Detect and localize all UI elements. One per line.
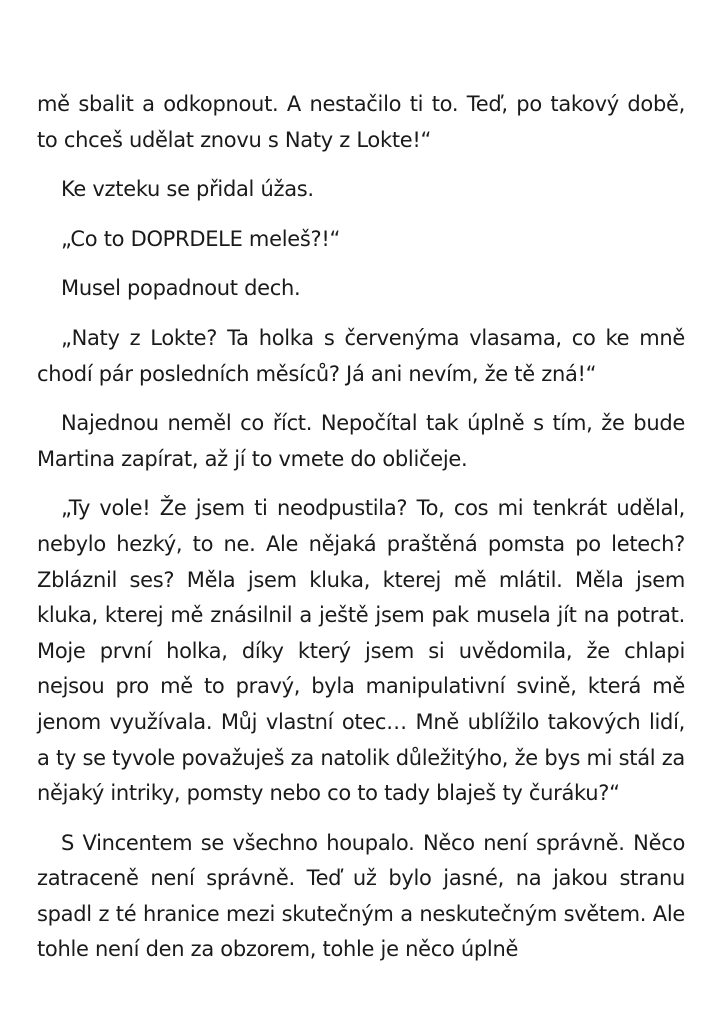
paragraph: Musel popadnout dech. xyxy=(61,276,301,301)
paragraph: S Vincentem se všechno houpalo. Něco není správně. Něco zatraceně není správně. Teď už bylo jasné, na jakou stranu spadl z té hranice mezi skutečným a neskutečným světem. Ale tohle není den za obzorem, tohle je něco úplně xyxy=(37,830,685,962)
paragraph: Ke vzteku se přidal úžas. xyxy=(61,177,314,202)
paragraph-continuation: mě sbalit a odkopnout. A nestačilo ti to. Teď, po takový době, to chceš udělat znovu s Naty z Lokte!“ xyxy=(37,92,685,152)
paragraph: „Naty z Lokte? Ta holka s červenýma vlasama, co ke mně chodí pár posledních měsíců? Já ani nevím, že tě zná!“ xyxy=(37,325,685,386)
book-page-text xyxy=(37,87,685,968)
paragraph: Najednou neměl co říct. Nepočítal tak úplně s tím, že bude Martina zapírat, až jí to vmete do obličeje. xyxy=(37,411,685,471)
paragraph: „Co to DOPRDELE meleš?!“ xyxy=(61,226,341,251)
paragraph: „Ty vole! Že jsem ti neodpustila? To, cos mi tenkrát udělal, nebylo hezký, to ne. Ale nějaká praštěná pomsta po letech? Zbláznil ses? Měla jsem kluka, kterej mě mlátil. Měla jsem kluka, kterej mě znásilnil a ještě jsem pak musela jít na potrat. Moje první holka, díky který jsem si uvědomila, že chlapi nejsou pro mě to pravý, byla manipulativní svině, která mě jenom využívala. Můj vlastní otec… Mně ublížilo takových lidí, a ty se tyvole považuješ za natolik důležitýho, že bys mi stál za nějaký intriky, pomsty nebo co to tady blaješ ty čuráku?“ xyxy=(37,496,685,806)
